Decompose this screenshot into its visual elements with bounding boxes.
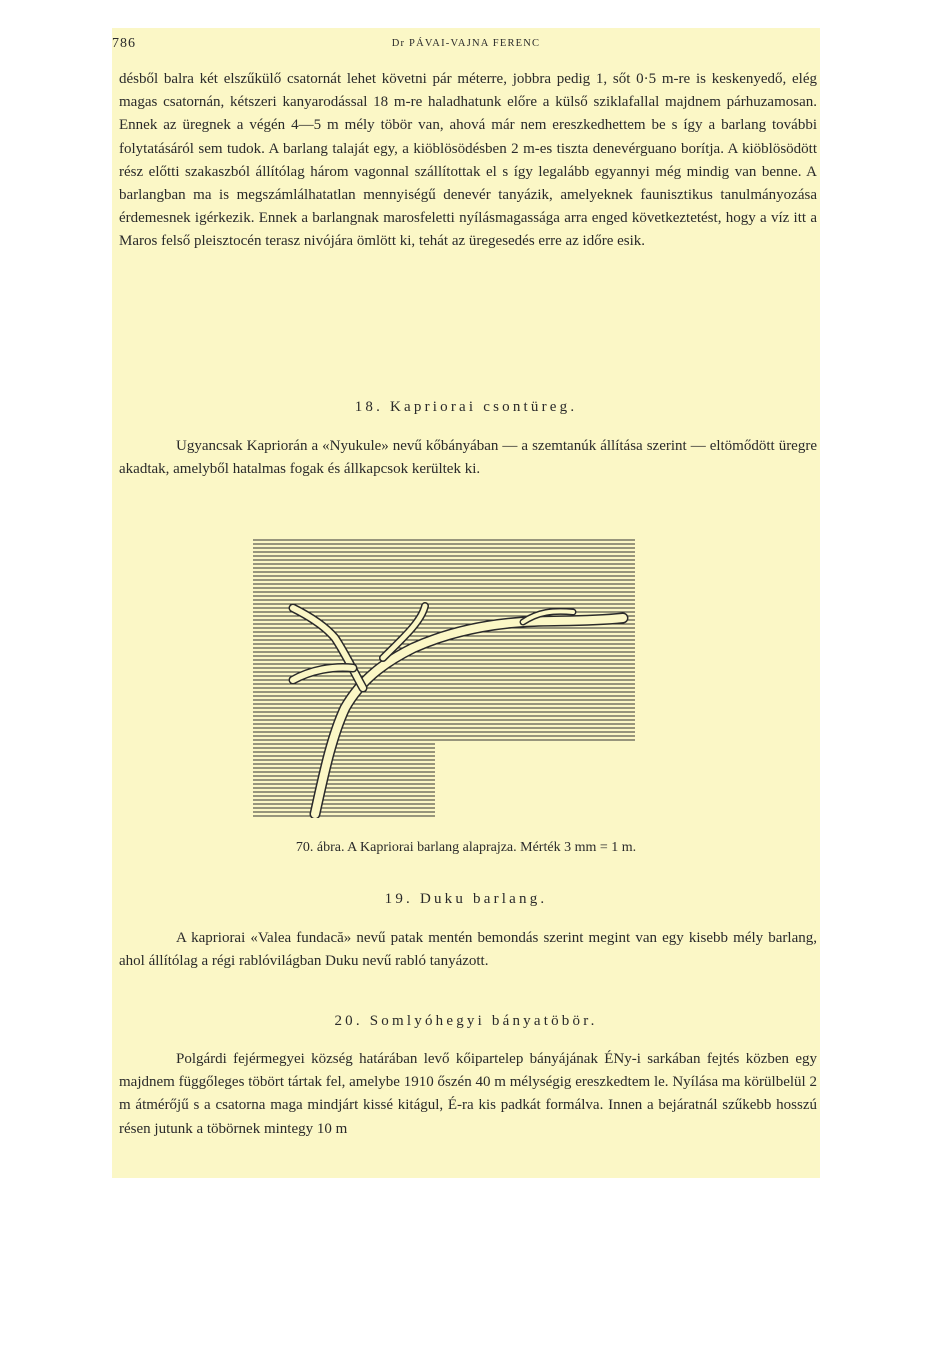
running-head: Dr PÁVAI-VAJNA FERENC [391,38,541,49]
section-heading-18: 18. Kapriorai csontüreg. [354,399,578,415]
section-heading-19: 19. Duku barlang. [384,891,548,907]
hatched-rock-area [253,538,635,818]
page-number: 786 [112,36,136,51]
paragraph-duku-cave: A kapriorai «Valea fundacă» nevű patak mentén bemondás szerint megint van egy kisebb mély barlang, ahol állítólag a régi rablóvilágban Duku nevű rabló tanyázott. [119,930,817,970]
figure-caption: 70. ábra. A Kapriorai barlang alaprajza. Mérték 3 mm = 1 m. [295,840,637,855]
paragraph-cave-description: désből balra két elszűkülő csatornát lehet követni pár méterre, jobbra pedig 1, sőt 0·5 m-re is keskenyedő, elég magas csatornán, kétszeri kanyarodással 18 m-re haladhatunk előre a külső sziklafallal majdnem párhuzamosan. Ennek az üregnek a végén 4—5 m mély töbör van, ahová már nem ereszkedhettem be s így a barlang további folytatásáról sem tudok. A barlang talaját egy, a kiöblösödésben 2 m-es tiszta denevérguano borítja. A kiöblösödött rész előtti szakaszból állítólag három vagonnal szállítottak el s így legalább egyannyi még mindig van benne. A barlangban ma is megszámlálhatatlan mennyiségű denevér tanyázik, amelyeknek faunisztikus tanulmányozása érdemesnek igérkezik. Ennek a barlangnak marosfeletti nyílásmagassága arra enged következtetést, hogy a víz itt a Maros felső pleisztocén terasz nivójára ömlött ki, tehát az üregesedés erre az időre esik. [119,71,817,250]
paragraph-bone-cave: Ugyancsak Kapriorán a «Nyukule» nevű kőbányában — a szemtanúk állítása szerint — eltömődött üregre akadtak, amelyből hatalmas fogak és állkapcsok kerültek ki. [119,438,817,478]
page-header [112,36,820,56]
page [112,28,820,1178]
section-heading-20: 20. Somlyóhegyi bányatöbör. [334,1013,598,1029]
cave-floor-plan-figure [253,538,635,818]
paragraph-somlyo-sinkhole: Polgárdi fejérmegyei község határában levő kőipartelep bányájának ÉNy-i sarkában fejtés közben egy majdnem függőleges töbört tártak fel, amelybe 1910 őszén 40 m mélységig ereszkedtem le. Nyílása ma körülbelül 2 m átmérőjű s a csatorna maga mindjárt kissé kitágul, É-ra kis padkát formálva. Innen a bejáratnál szűkebb hosszú résen jutunk a töbörnek mintegy 10 m [119,1051,817,1137]
